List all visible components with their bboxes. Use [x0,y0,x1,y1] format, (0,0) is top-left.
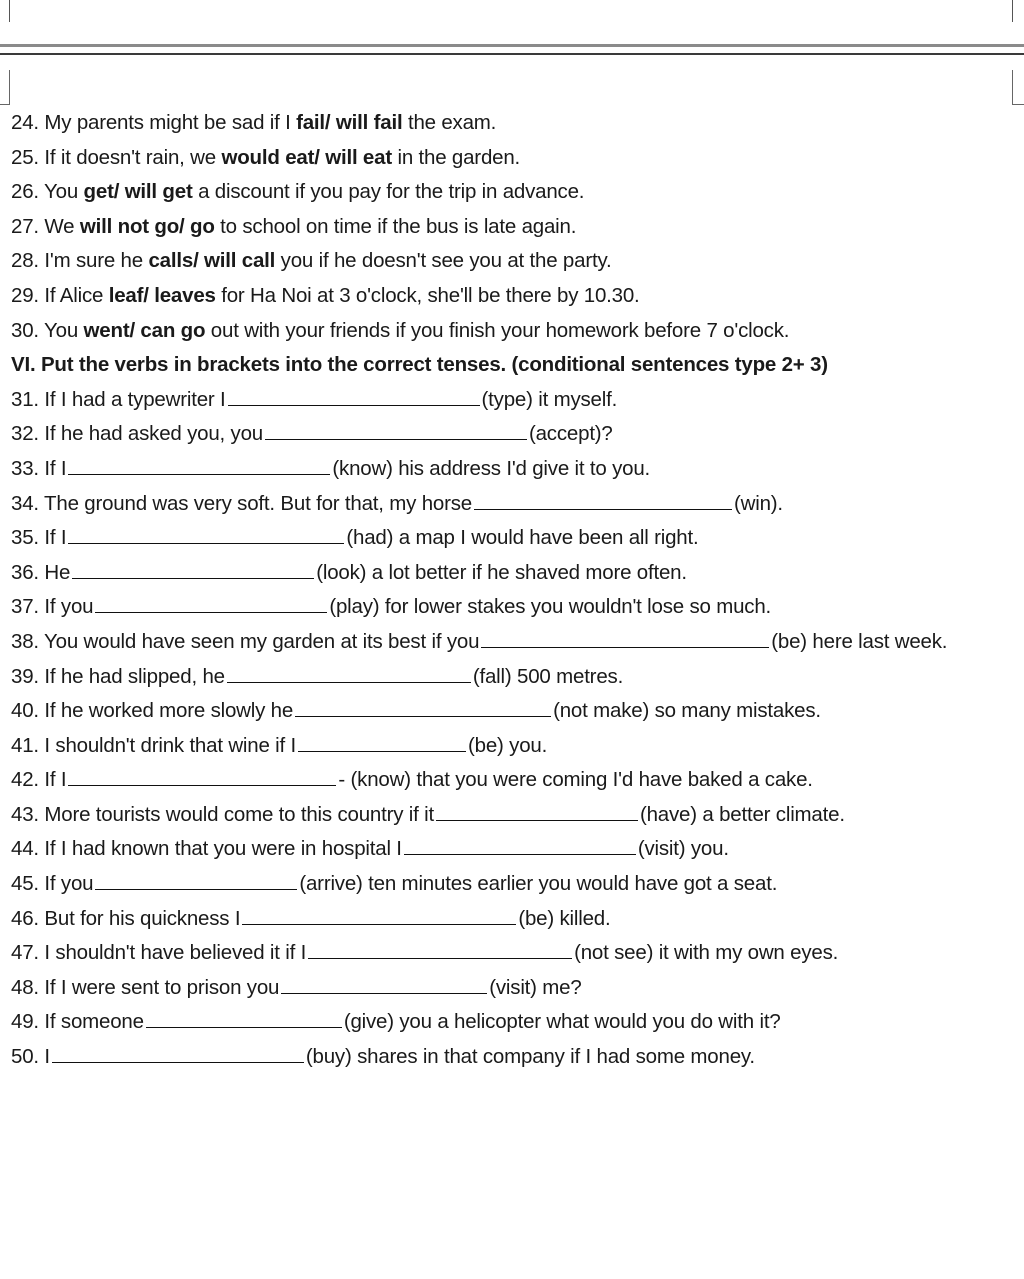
item-number: 34. [11,491,39,515]
sentence-text: If I [44,526,67,550]
sentence-text: If I [44,768,67,792]
sentence-text: If he worked more slowly he [44,699,294,723]
item-number: 36. [11,560,39,584]
sentence-text: you if he doesn't see you at the party. [275,249,612,273]
sentence-text: If he had slipped, he [44,664,225,688]
exercise-item [11,556,1021,591]
answer-blank[interactable] [95,871,297,890]
sentence-text: If Alice [44,283,109,307]
exercise-item [11,625,1021,660]
verb-hint: (know) his address I'd give it to you. [332,456,651,480]
exercise-item [11,763,1021,798]
sentence-text: If I had a typewriter I [44,387,226,411]
verb-choice[interactable]: calls/ will call [148,249,276,273]
sentence-text: We [44,214,80,238]
section-vi-heading: VI. Put the verbs in brackets into the correct tenses. (conditional sentences type 2+ 3) [11,353,828,377]
item-number: 49. [11,1010,39,1034]
item-number: 30. [11,318,39,342]
sentence-text: More tourists would come to this country if it [44,802,434,826]
exercise-item [11,106,1021,141]
item-number: 47. [11,941,39,965]
exercise-item [11,487,1021,522]
answer-blank[interactable] [474,491,732,510]
exercise-item [11,175,1021,210]
verb-choice[interactable]: leaf/ leaves [108,283,216,307]
item-number: 32. [11,422,39,446]
sentence-text: I'm sure he [44,249,149,273]
verb-choice[interactable]: get/ will get [83,180,193,204]
item-number: 26. [11,180,39,204]
item-number: 46. [11,906,39,930]
exercise-item [11,521,1021,556]
exercise-item [11,971,1021,1006]
exercise-item [11,694,1021,729]
margin-corner-left-h [0,104,10,105]
sentence-text: in the garden. [391,145,521,169]
item-number: 27. [11,214,39,238]
exercise-item [11,1040,1021,1075]
verb-hint: (be) you. [468,733,548,757]
sentence-text: You [44,180,84,204]
item-number: 24. [11,111,39,134]
sentence-text: I shouldn't drink that wine if I [44,733,297,757]
verb-hint: (be) here last week. [771,629,948,653]
exercise-item [11,798,1021,833]
sentence-text: a discount if you pay for the trip in advance. [192,180,585,204]
item-number: 42. [11,768,39,792]
verb-hint: (fall) 500 metres. [472,664,624,688]
exercise-v-list [11,106,1021,348]
item-number: 39. [11,664,39,688]
margin-corner-right [1012,70,1013,104]
answer-blank[interactable] [298,733,466,752]
answer-blank[interactable] [68,767,336,786]
verb-hint: (buy) shares in that company if I had some money. [305,1045,755,1069]
exercise-item [11,902,1021,937]
answer-blank[interactable] [72,560,314,579]
sentence-text: If it doesn't rain, we [44,145,222,169]
verb-choice[interactable]: would eat/ will eat [221,145,392,169]
item-number: 25. [11,145,39,169]
verb-hint: - (know) that you were coming I'd have baked a cake. [338,768,813,792]
exercise-item [11,417,1021,452]
exercise-item [11,452,1021,487]
item-number: 43. [11,802,39,826]
sentence-text: If someone [44,1010,144,1034]
sentence-text: out with your friends if you finish your homework before 7 o'clock. [205,318,790,342]
answer-blank[interactable] [95,594,327,613]
verb-hint: (look) a lot better if he shaved more often. [316,560,687,584]
answer-blank[interactable] [146,1009,342,1028]
item-number: 33. [11,456,39,480]
sentence-text: You [44,318,84,342]
item-number: 28. [11,249,39,273]
margin-corner-right-h [1012,104,1024,105]
exercise-item [11,936,1021,971]
verb-hint: (arrive) ten minutes earlier you would have got a seat. [299,872,778,896]
sentence-text: to school on time if the bus is late again. [214,214,577,238]
item-number: 29. [11,283,39,307]
exercise-item [11,832,1021,867]
exercise-item [11,660,1021,695]
verb-hint: (have) a better climate. [639,802,845,826]
exercise-item [11,590,1021,625]
item-number: 35. [11,526,39,550]
answer-blank[interactable] [68,525,344,544]
exercise-item [11,729,1021,764]
answer-blank[interactable] [295,698,551,717]
sentence-text: If you [44,595,94,619]
item-number: 50. [11,1045,39,1069]
verb-hint: (visit) me? [489,975,582,999]
sentence-text: If I were sent to prison you [44,975,280,999]
sentence-text: If you [44,872,94,896]
exercise-item [11,314,1021,349]
item-number: 45. [11,872,39,896]
answer-blank[interactable] [228,387,480,406]
item-number: 37. [11,595,39,619]
verb-hint: (not see) it with my own eyes. [574,941,839,965]
sentence-text: If I [44,456,67,480]
exercise-item [11,867,1021,902]
item-number: 31. [11,387,39,411]
exercise-item [11,383,1021,418]
verb-hint: (play) for lower stakes you wouldn't lose so much. [329,595,772,619]
page-separator-top [0,44,1024,47]
answer-blank[interactable] [242,906,516,925]
sentence-text: The ground was very soft. But for that, my horse [44,491,472,515]
sentence-text: I shouldn't have believed it if I [44,941,307,965]
sentence-text: My parents might be sad if I [44,111,297,134]
sentence-text: If I had known that you were in hospital I [44,837,402,861]
item-number: 41. [11,733,39,757]
exercise-item [11,279,1021,314]
item-number: 38. [11,629,39,653]
verb-hint: (be) killed. [518,906,611,930]
verb-hint: (visit) you. [637,837,729,861]
margin-corner-left [9,70,10,104]
sentence-text: for Ha Noi at 3 o'clock, she'll be there by 10.30. [215,283,640,307]
sentence-text: I [44,1045,50,1069]
verb-choice[interactable]: went/ can go [83,318,206,342]
exercise-item [11,1005,1021,1040]
sentence-text: If he had asked you, you [44,422,263,446]
answer-blank[interactable] [52,1044,304,1063]
exercise-item [11,141,1021,176]
answer-blank[interactable] [227,664,471,683]
verb-choice[interactable]: will not go/ go [79,214,215,238]
page-edge-right-tick [1012,0,1013,22]
verb-hint: (type) it myself. [481,387,618,411]
exercise-item [11,244,1021,279]
answer-blank[interactable] [404,836,636,855]
answer-blank[interactable] [281,975,487,994]
worksheet [11,106,1021,1075]
answer-blank[interactable] [481,629,769,648]
answer-blank[interactable] [68,456,330,475]
verb-hint: (give) you a helicopter what would you do with it? [343,1010,781,1034]
item-number: 44. [11,837,39,861]
exercise-item [11,210,1021,245]
item-number: 48. [11,975,39,999]
verb-hint: (not make) so many mistakes. [553,699,821,723]
item-number: 40. [11,699,39,723]
sentence-text: the exam. [402,111,497,134]
sentence-text: He [44,560,71,584]
answer-blank[interactable] [436,802,638,821]
page-separator-bottom [0,53,1024,55]
sentence-text: You would have seen my garden at its best if you [44,629,480,653]
page-edge-left-tick [9,0,10,22]
answer-blank[interactable] [265,421,527,440]
exercise-vi-list [11,383,1021,1075]
verb-hint: (had) a map I would have been all right. [346,526,699,550]
sentence-text: But for his quickness I [44,906,241,930]
verb-choice[interactable]: fail/ will fail [296,111,403,134]
verb-hint: (win). [733,491,783,515]
verb-hint: (accept)? [528,422,613,446]
answer-blank[interactable] [308,940,572,959]
